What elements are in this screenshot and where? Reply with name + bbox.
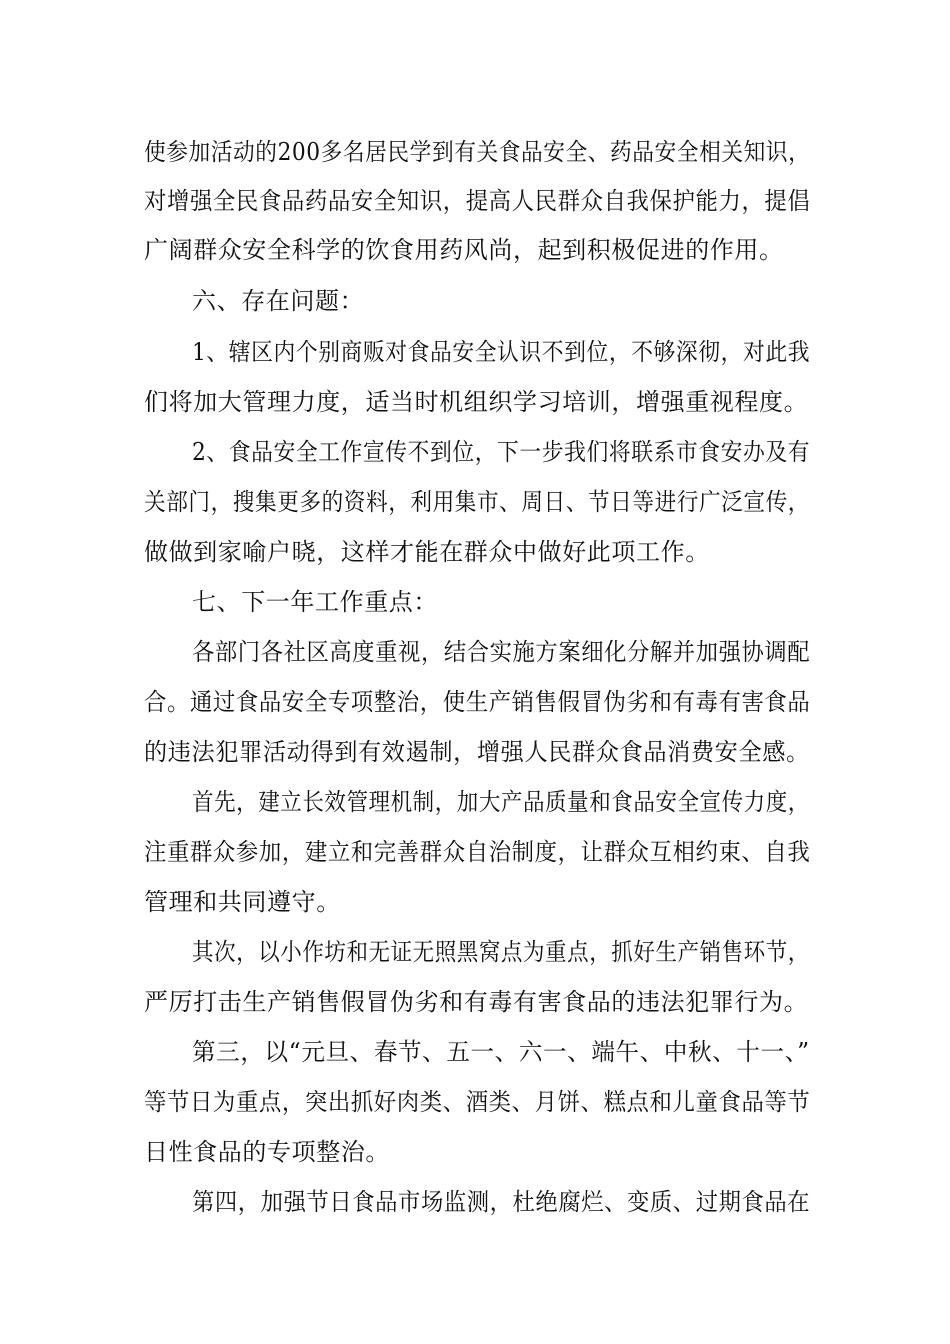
- text-line: 2、食品安全工作宣传不到位，下一步我们将联系市食安办及有: [192, 438, 811, 466]
- text-line: 使参加活动的200多名居民学到有关食品安全、药品安全相关知识，: [144, 138, 811, 166]
- text-line: 对增强全民食品药品安全知识，提高人民群众自我保护能力，提倡: [144, 187, 811, 215]
- text-line: 做做到家喻户晓，这样才能在群众中做好此项工作。: [144, 538, 710, 566]
- text-line: 第四，加强节日食品市场监测，杜绝腐烂、变质、过期食品在: [192, 1188, 811, 1216]
- text-line: 管理和共同遵守。: [144, 888, 341, 916]
- text-line: 严厉打击生产销售假冒伪劣和有毒有害食品的违法犯罪行为。: [144, 988, 809, 1016]
- text-line: 各部门各社区高度重视，结合实施方案细化分解并加强协调配: [192, 638, 811, 666]
- text-line: 们将加大管理力度，适当时机组织学习培训，增强重视程度。: [144, 388, 809, 416]
- text-line: 首先，建立长效管理机制，加大产品质量和食品安全宣传力度，: [192, 788, 810, 816]
- text-line: 合。通过食品安全专项整治，使生产销售假冒伪劣和有毒有害食品: [144, 688, 811, 716]
- text-line: 注重群众参加，建立和完善群众自治制度，让群众互相约束、自我: [144, 838, 811, 866]
- text-line: 1、辖区内个别商贩对食品安全认识不到位，不够深彻，对此我: [192, 338, 811, 366]
- text-line: 广阔群众安全科学的饮食用药风尚，起到积极促进的作用。: [144, 236, 784, 264]
- section-heading: 六、存在问题：: [192, 287, 365, 315]
- text-line: 日性食品的专项整治。: [144, 1138, 390, 1166]
- text-line: 关部门，搜集更多的资料，利用集市、周日、节日等进行广泛宣传，: [144, 488, 810, 516]
- text-line: 的违法犯罪活动得到有效遏制，增强人民群众食品消费安全感。: [144, 738, 810, 766]
- text-line: 第三，以“元旦、春节、五一、六一、端午、中秋、十一、”: [192, 1038, 810, 1066]
- text-line: 等节日为重点，突出抓好肉类、酒类、月饼、糕点和儿童食品等节: [144, 1088, 811, 1116]
- text-line: 其次，以小作坊和无证无照黑窝点为重点，抓好生产销售环节，: [192, 938, 810, 966]
- section-heading: 七、下一年工作重点：: [192, 588, 438, 616]
